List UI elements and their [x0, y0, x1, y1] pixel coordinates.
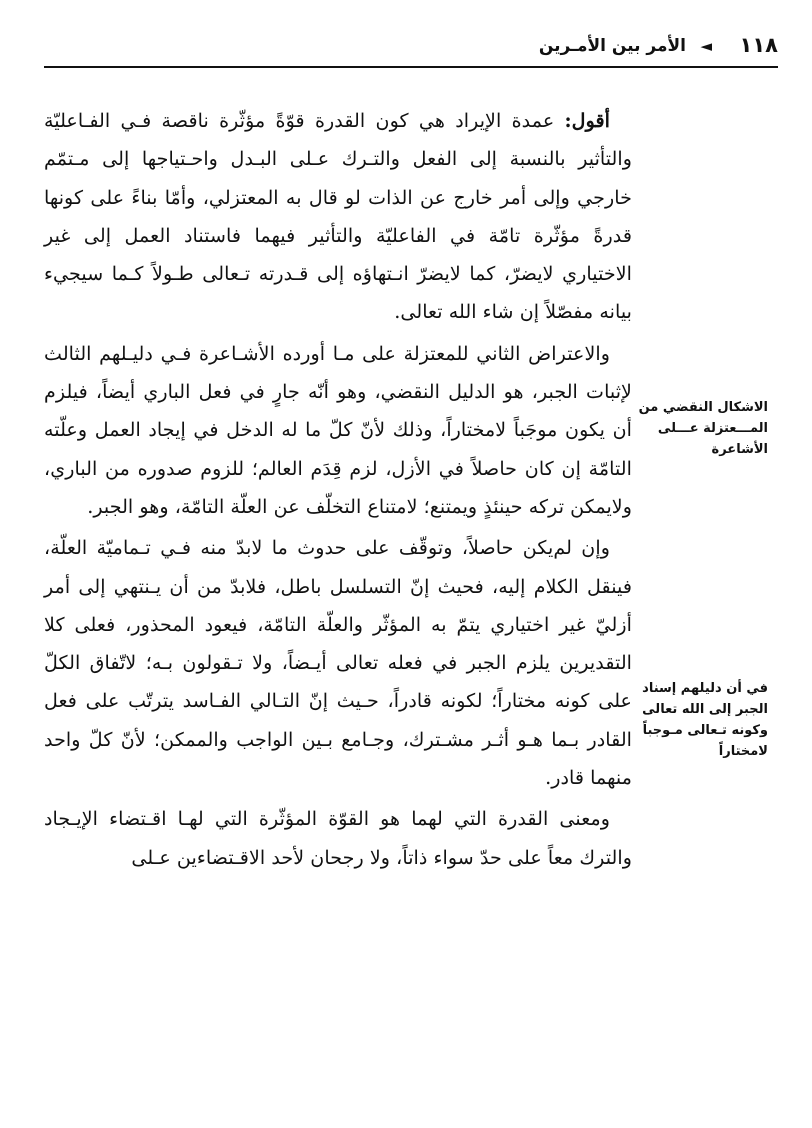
paragraph-lead: أقول:: [564, 109, 610, 132]
paragraph-4: ومعنى القدرة التي لهما هو القوّة المؤثّرة التي لهـا اقـتضاء الإيـجاد والترك معاً على حدّ سواء ذاتاً، ولا رجحان لأحد الاقـتضاءين عـلى: [44, 807, 632, 869]
arrow-icon: ◄: [700, 37, 712, 55]
paragraph-1-text: عمدة الإيراد هي كون القدرة قوّةً مؤثّرة ناقصة فـي الفـاعليّة والتأثير بالنسبة إلى الفعل والتـرك عـلى البـدل واحـتياجها إلى مـتمّم خارجي وإلى أمر خارج عن الذات لو قال به المعتزلي، وأمّا بناءً على كونها قدرةً مؤثّرة تامّة في الفاعليّة والتأثير فيهما فاستناد العمل إلى غير الاختياري لايضرّ، كما لايضرّ انـتهاؤه إلى قـدرته تـعالى طـولاً كـما سيجيء بيانه مفصّلاً إن شاء الله تعالى.: [44, 109, 632, 324]
page-number: ١١٨: [739, 33, 778, 57]
paragraph-2: والاعتراض الثاني للمعتزلة على مـا أورده الأشـاعرة فـي دليـلهم الثالث لإثبات الجبر، هو الدليل النقضي، وهو أنّه جارٍ في فعل الباري أيضاً، فيلزم أن يكون موجَباً لامختاراً، وذلك لأنّ كلّ ما له الدخل في إيجاد العمل وعلّته التامّة إن كان حاصلاً في الأزل، لزم قِدَم العالم؛ للزوم صدوره من الباري، ولايمكن تركه حينئذٍ ويمتنع؛ لامتناع التخلّف عن العلّة التامّة، وهو الجبر.: [44, 341, 632, 518]
margin-note-2: في أن دليلهم إسناد الجبر إلى الله تعالى وكونه تـعالى مـوجباً لامختاراً: [642, 681, 768, 759]
paragraph-3: وإن لم‌يكن حاصلاً، وتوقّف على حدوث ما لابدّ منه فـي تـماميّة العلّة، فينقل الكلام إليه، فحيث إنّ التسلسل باطل، فلابدّ من أن يـنتهي إلى أمر أزليّ غير اختياري يتمّ به المؤثّر والعلّة التامّة، فيعود المحذور، فعلى كلا التقديرين يلزم الجبر في فعله تعالى أيـضاً، ولا تـقولون بـه؛ لاتّفاق الكلّ على كونه مختاراً؛ لكونه قادراً، حـيث إنّ التـالي الفـاسد يترتّب على فعل القادر بـما هـو أثـر مشـترك، وجـامع بـين الواجب والممكن؛ لأنّ كلّ واحد منهما قادر.: [44, 536, 632, 790]
margin-note-1: الاشكال النقضي من المـــعتزلة عـــلى الأشاعرة: [638, 400, 768, 457]
running-title: الأمر بين الأمـرين: [538, 36, 686, 56]
page-header: [44, 24, 778, 68]
header-divider: [44, 66, 778, 68]
paragraph-1: [44, 102, 632, 332]
body-text: [44, 102, 632, 877]
